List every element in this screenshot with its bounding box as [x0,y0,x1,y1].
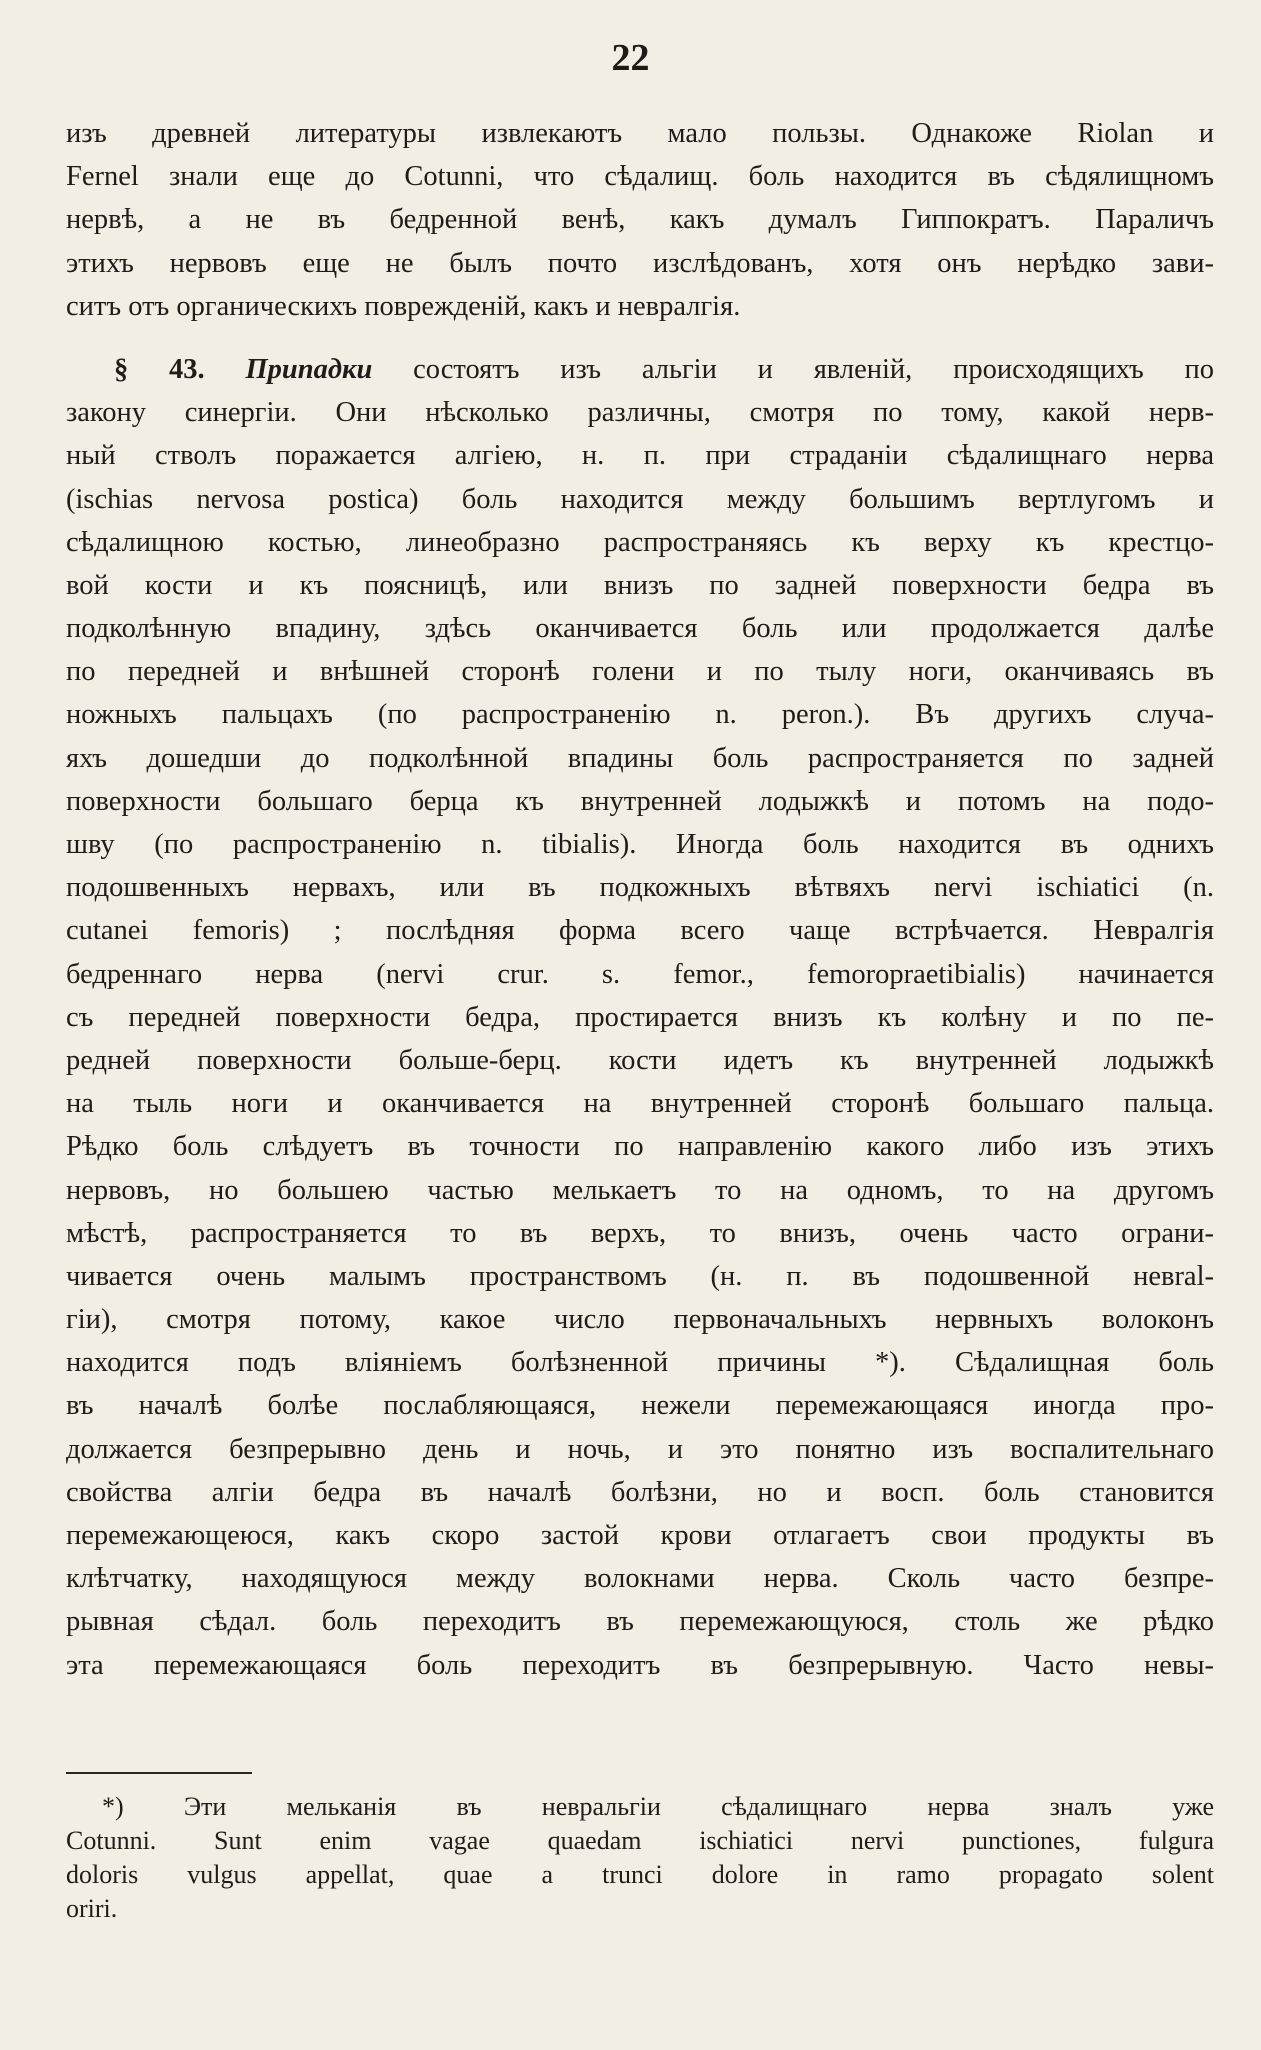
text-line: Fernel знали еще до Cotunni, что сѣдалищ. боль находится въ сѣдялищномъ [66,161,1214,193]
footnote-line: doloris vulgus appellat, quae a trunci dolore in ramo propagato solent [66,1860,1214,1889]
text-line: вой кости и къ поясницѣ, или внизъ по задней поверхности бедра въ [66,569,1214,601]
text-line: Рѣдко боль слѣдуетъ въ точности по направленію какого либо изъ этихъ [66,1131,1214,1163]
text-line: по передней и внѣшней сторонѣ голени и по тылу ноги, оканчиваясь въ [66,656,1214,688]
section-title: Припадки [245,353,373,385]
paragraph-2 [66,348,1214,1687]
page-number: 22 [611,37,650,79]
text-line: редней поверхности больше-берц. кости идетъ къ внутренней лодыжкѣ [66,1044,1214,1076]
text-line: этихъ нервовъ еще не былъ почто изслѣдованъ, хотя онъ нерѣдко зави- [66,247,1214,279]
text-line: яхъ дошедши до подколѣнной впадины боль распространяется по задней [66,742,1214,774]
text-line: въ началѣ болѣе послабляющаяся, нежели перемежающаяся иногда про- [66,1390,1214,1422]
text-line: гіи), смотря потому, какое число первоначальныхъ нервныхъ волоконъ [66,1304,1214,1336]
footnote-line: oriri. [66,1894,118,1923]
text-line: ный стволъ поражается алгіею, н. п. при страданіи сѣдалищнаго нерва [66,440,1214,472]
text-line: ножныхъ пальцахъ (по распространенію n. peron.). Въ другихъ случа- [66,699,1214,731]
text-line: шву (по распространенію n. tibialis). Иногда боль находится въ однихъ [66,829,1214,860]
text-line: (ischias nervosa postica) боль находится между большимъ вертлугомъ и [66,483,1214,515]
text-line: бедреннаго нерва (nervi crur. s. femor., femoropraetibialis) начинается [66,958,1214,990]
text-line: свойства алгіи бедра въ началѣ болѣзни, но и восп. боль становится [66,1476,1214,1508]
text-line: изъ древней литературы извлекаютъ мало пользы. Однакоже Riolan и [66,118,1214,149]
text-line: рывная сѣдал. боль переходитъ въ перемежающуюся, столь же рѣдко [66,1606,1214,1638]
footnote-line: Cotunni. Sunt enim vagae quaedam ischiatici nervi punctiones, fulgura [66,1826,1214,1855]
text-line: перемежающеюся, какъ скоро застой крови отлагаетъ свои продукты въ [66,1520,1214,1551]
footnote-line: *) Эти мельканія въ невральгіи сѣдалищнаго нерва зналъ уже [102,1792,1214,1821]
text-line: состоятъ изъ альгіи и явленій, происходящихъ по [413,353,1215,385]
text-line: должается безпрерывно день и ночь, и это понятно изъ воспалительнаго [66,1433,1214,1465]
text-line: нервѣ, а не въ бедренной венѣ, какъ думалъ Гиппократъ. Параличъ [66,204,1214,236]
text-line: нервовъ, но большею частью мелькаетъ то на одномъ, то на другомъ [66,1174,1214,1206]
text-line: чивается очень малымъ пространствомъ (н. п. въ подошвенной невral- [66,1260,1214,1292]
text-line: закону синергіи. Они нѣсколько различны, смотря по тому, какой нерв- [66,397,1214,429]
text-line: ситъ отъ органическихъ поврежденій, какъ и невралгія. [66,290,741,322]
text-line: подколѣнную впадину, здѣсь оканчивается боль или продолжается далѣе [66,613,1214,645]
section-number: § 43. [114,353,205,385]
paragraph-1 [66,112,1214,328]
text-line: cutanei femoris) ; послѣдняя форма всего чаще встрѣчается. Невралгія [66,915,1214,947]
text-line: съ передней поверхности бедра, простирается внизъ къ колѣну и по пе- [66,1001,1214,1033]
footnote-divider [66,1772,252,1774]
text-line: подошвенныхъ нервахъ, или въ подкожныхъ вѣтвяхъ nervi ischiatici (n. [66,872,1214,904]
text-line: клѣтчатку, находящуюся между волокнами нерва. Сколь часто безпре- [66,1563,1214,1595]
text-line: эта перемежающаяся боль переходитъ въ безпрерывную. Часто невы- [66,1649,1214,1681]
section-first-line [66,348,1214,391]
body-text [66,112,1214,1687]
text-line: на тыль ноги и оканчивается на внутренней сторонѣ большаго пальца. [66,1088,1214,1120]
text-line: находится подъ вліяніемъ болѣзненной причины *). Сѣдалищная боль [66,1347,1214,1379]
text-line: поверхности большаго берца къ внутренней лодыжкѣ и потомъ на подо- [66,785,1214,817]
text-line: сѣдалищною костью, линеобразно распространяясь къ верху къ крестцо- [66,526,1214,558]
text-line: мѣстѣ, распространяется то въ верхъ, то внизъ, очень часто ограни- [66,1217,1214,1249]
footnote [66,1790,1214,1926]
